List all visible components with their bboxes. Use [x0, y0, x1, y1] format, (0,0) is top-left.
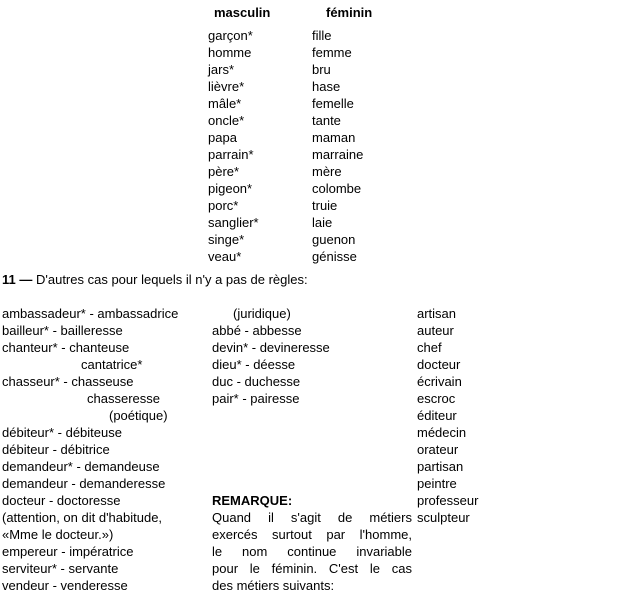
masculine-word: père* [208, 164, 240, 179]
word-pair-line: demandeur - demanderesse [2, 476, 166, 491]
middle-column [212, 305, 417, 594]
feminine-word: laie [312, 215, 333, 230]
word-pair-line: empereur - impératrice [2, 544, 134, 559]
word-pair-line: bailleur* - bailleresse [2, 323, 123, 338]
masculine-word: mâle* [208, 96, 242, 111]
remark-line: des métiers suivants: [212, 578, 335, 593]
word-columns [2, 305, 622, 594]
feminine-word: truie [312, 198, 338, 213]
masculine-word: oncle* [208, 113, 245, 128]
remark-paragraph [212, 509, 412, 594]
gender-pair-row [208, 27, 622, 44]
right-column [417, 305, 622, 526]
left-column [2, 305, 212, 594]
profession-item: auteur [417, 323, 454, 338]
remark-heading: REMARQUE: [212, 493, 293, 508]
masculine-word: parrain* [208, 147, 254, 162]
profession-item: chef [417, 340, 442, 355]
gender-pair-row [208, 129, 622, 146]
word-pair-line: débiteur* - débiteuse [2, 425, 122, 440]
profession-item: partisan [417, 459, 464, 474]
profession-item: éditeur [417, 408, 457, 423]
word-pair-line: ambassadeur* - ambassadrice [2, 306, 179, 321]
word-pair-line: pair* - pairesse [212, 391, 300, 406]
feminine-word: mère [312, 164, 342, 179]
profession-item: médecin [417, 425, 467, 440]
remark-line: exercés surtout par l'homme, [212, 527, 412, 542]
section-heading [2, 271, 622, 288]
remark-line: Quand il s'agit de métiers [212, 510, 412, 525]
profession-item: docteur [417, 357, 461, 372]
word-pair-line: chasseur* - chasseuse [2, 374, 134, 389]
masculine-word: veau* [208, 249, 242, 264]
gender-pair-row [208, 146, 622, 163]
word-variant-line: cantatrice* [81, 357, 143, 372]
word-pair-line: abbé - abbesse [212, 323, 302, 338]
masculine-word: singe* [208, 232, 245, 247]
profession-item: escroc [417, 391, 456, 406]
feminine-word: marraine [312, 147, 364, 162]
note-line: «Mme le docteur.») [2, 527, 114, 542]
gender-pair-row [208, 95, 622, 112]
gender-pair-row [208, 44, 622, 61]
profession-item: orateur [417, 442, 459, 457]
gender-pair-row [208, 248, 622, 265]
feminine-word: maman [312, 130, 356, 145]
feminine-word: tante [312, 113, 341, 128]
gender-pair-row [208, 78, 622, 95]
section-number: 11 — [2, 272, 33, 287]
annotation-poetique: (poétique) [109, 408, 168, 423]
word-pair-line: serviteur* - servante [2, 561, 119, 576]
masculine-word: pigeon* [208, 181, 253, 196]
feminine-column-header: féminin [326, 5, 373, 20]
masculine-word: lièvre* [208, 79, 245, 94]
masculine-word: homme [208, 45, 252, 60]
gender-pair-row [208, 163, 622, 180]
remark-line: le nom continue invariable [212, 544, 412, 559]
feminine-word: colombe [312, 181, 362, 196]
feminine-word: hase [312, 79, 341, 94]
column-spacer [212, 407, 417, 492]
section-title: D'autres cas pour lequels il n'y a pas de règles: [35, 272, 308, 287]
feminine-word: femme [312, 45, 352, 60]
profession-item: artisan [417, 306, 457, 321]
profession-item: peintre [417, 476, 457, 491]
masculine-column-header: masculin [214, 5, 271, 20]
word-pair-line: dieu* - déesse [212, 357, 296, 372]
gender-pair-row [208, 180, 622, 197]
word-pair-line: chanteur* - chanteuse [2, 340, 130, 355]
note-line: (attention, on dit d'habitude, [2, 510, 163, 525]
feminine-word: fille [312, 28, 332, 43]
remark-line: pour le féminin. C'est le cas [212, 561, 412, 576]
annotation-juridique: (juridique) [233, 306, 291, 321]
feminine-word: génisse [312, 249, 357, 264]
masculine-word: sanglier* [208, 215, 259, 230]
masculine-word: jars* [208, 62, 235, 77]
masculine-word: garçon* [208, 28, 253, 43]
word-variant-line: chasseresse [87, 391, 160, 406]
word-pair-line: docteur - doctoresse [2, 493, 121, 508]
profession-item: sculpteur [417, 510, 470, 525]
feminine-word: femelle [312, 96, 354, 111]
gender-table [208, 4, 622, 265]
masculine-word: papa [208, 130, 237, 145]
gender-pair-row [208, 112, 622, 129]
word-pair-line: vendeur - venderesse [2, 578, 128, 593]
gender-pair-row [208, 197, 622, 214]
masculine-word: porc* [208, 198, 239, 213]
gender-pair-row [208, 61, 622, 78]
profession-item: professeur [417, 493, 479, 508]
gender-pair-row [208, 231, 622, 248]
feminine-word: guenon [312, 232, 356, 247]
word-pair-line: demandeur* - demandeuse [2, 459, 160, 474]
profession-item: écrivain [417, 374, 462, 389]
word-pair-line: débiteur - débitrice [2, 442, 110, 457]
word-pair-line: duc - duchesse [212, 374, 301, 389]
word-pair-line: devin* - devineresse [212, 340, 330, 355]
feminine-word: bru [312, 62, 331, 77]
gender-pair-row [208, 214, 622, 231]
gender-table-header [208, 4, 622, 21]
